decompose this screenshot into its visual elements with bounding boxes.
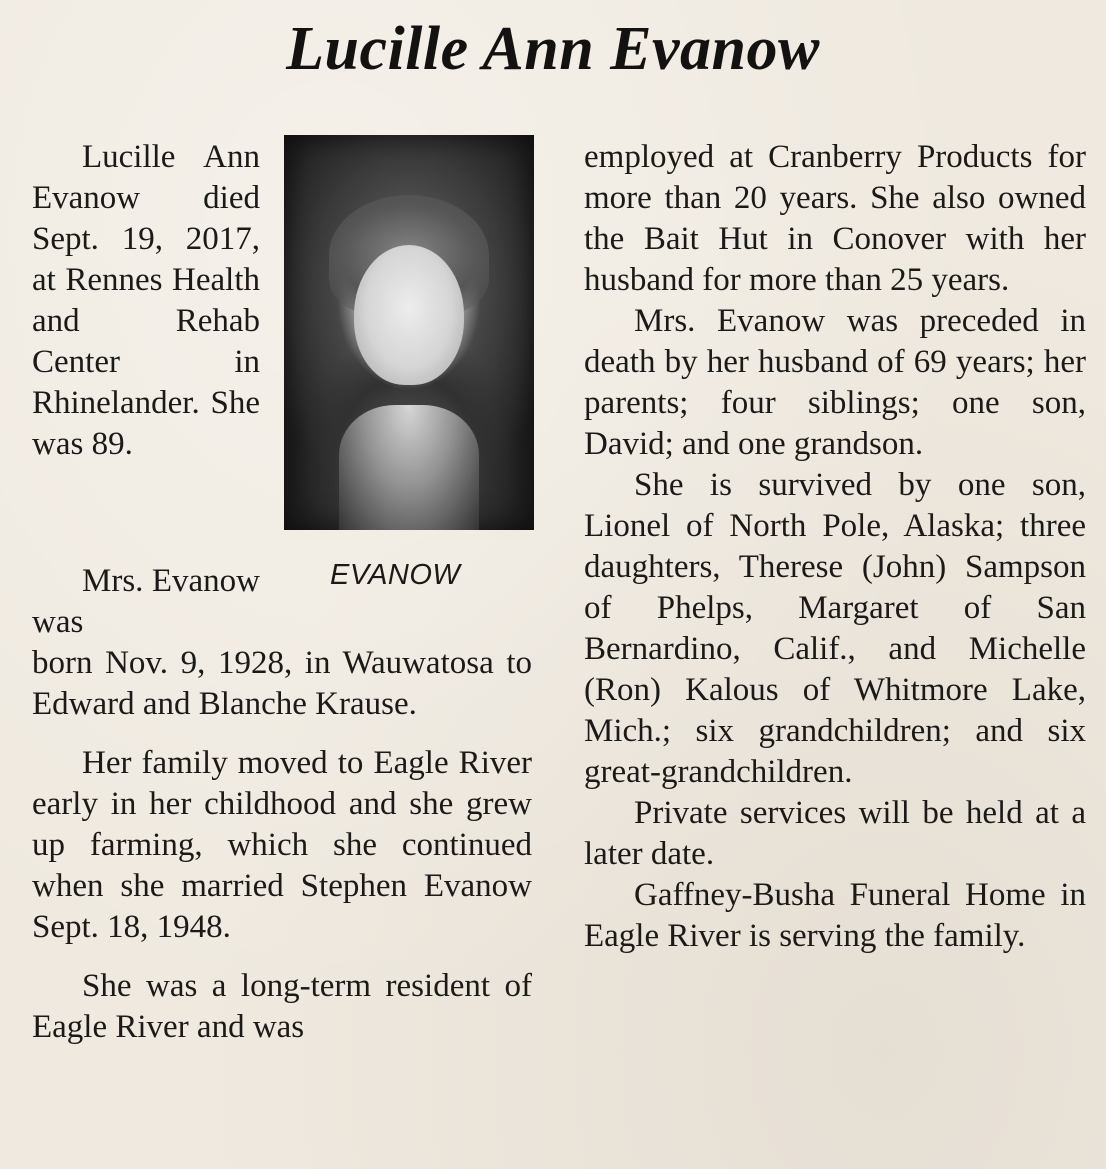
portrait-photo bbox=[284, 135, 534, 530]
employment-paragraph: employed at Cranberry Products for more than 20 years. She also owned the Bait Hut in Conover with her husband for more than 25 years. bbox=[584, 139, 1086, 298]
services-paragraph: Private services will be held at a later date. bbox=[584, 795, 1086, 872]
preceded-paragraph: Mrs. Evanow was preceded in death by her husband of 69 years; her parents; four siblings; one son, David; and one grandson. bbox=[584, 303, 1086, 462]
obituary-headline: Lucille Ann Evanow bbox=[286, 15, 820, 83]
family-paragraph: Her family moved to Eagle River early in her childhood and she grew up farming, which she continued when she married Stephen Evanow Sept. 18, 1948. bbox=[32, 745, 532, 945]
portrait-collar bbox=[339, 405, 479, 530]
portrait-face bbox=[354, 245, 464, 385]
mrs-wrap-line: Mrs. Evanow was bbox=[32, 563, 260, 640]
birth-paragraph: born Nov. 9, 1928, in Wauwatosa to Edward and Blanche Krause. bbox=[32, 645, 532, 722]
death-paragraph: Lucille Ann Evanow died Sept. 19, 2017, at Rennes Health and Rehab Center in Rhinelander. She was 89. bbox=[32, 139, 260, 462]
mrs-wrap-text bbox=[32, 561, 260, 643]
funeral-home-paragraph: Gaffney-Busha Funeral Home in Eagle River is serving the family. bbox=[584, 877, 1086, 954]
photo-caption: EVANOW bbox=[330, 559, 461, 591]
left-column-wrap bbox=[32, 137, 260, 465]
resident-paragraph: She was a long-term resident of Eagle River and was bbox=[32, 968, 532, 1045]
survivors-paragraph: She is survived by one son, Lionel of North Pole, Alaska; three daughters, Therese (John) Sampson of Phelps, Margaret of San Bernardino, Calif., and Michelle (Ron) Kalous of Whitmore Lake, Mich.; six grandchildren; and six great-grandchildren. bbox=[584, 467, 1086, 790]
right-column bbox=[584, 137, 1086, 957]
left-column-full bbox=[32, 643, 532, 1048]
